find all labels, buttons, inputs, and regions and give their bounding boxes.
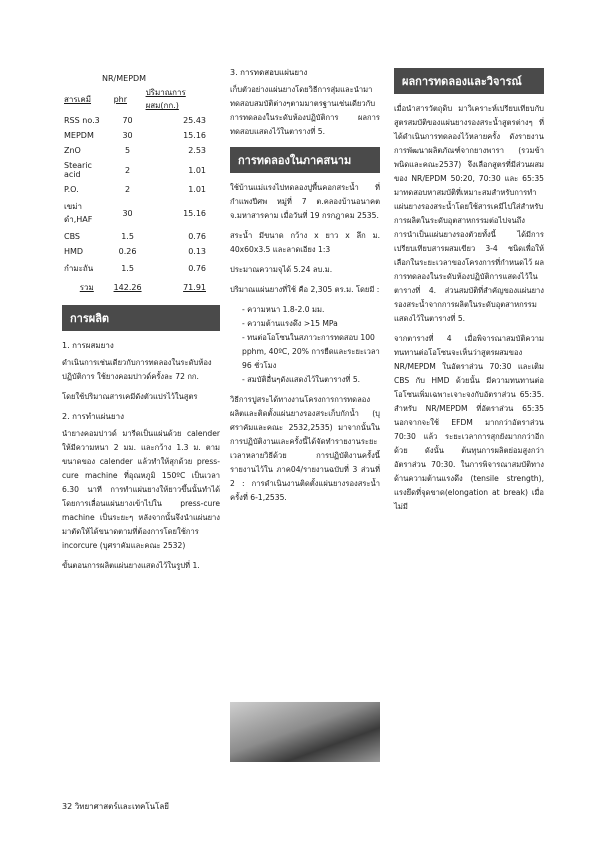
- table-cell: HMD: [64, 247, 84, 256]
- section-band-field-test: การทดลองในภาคสนาม: [230, 147, 380, 173]
- paragraph: เก็บตัวอย่างแผ่นยางโดยวิธีการสุ่มและนำมาทดสอบสมบัติต่างๆตามมาตรฐานเช่นเดียวกับการทดลองในระดับห้องปฏิบัติการ ผลการทดสอบแสดงไว้ในตารางที่ 5.: [230, 85, 380, 136]
- table-cell: 2.53: [188, 146, 206, 155]
- table-cell: 1.01: [188, 185, 206, 194]
- subsection-heading: 2. การทำแผ่นยาง: [62, 412, 124, 421]
- table-cell: 25.43: [183, 116, 206, 125]
- table-header-row: [62, 85, 220, 113]
- paragraph: ขั้นตอนการผลิตแผ่นยางแสดงไว้ในรูปที่ 1.: [62, 561, 200, 570]
- paragraph: ปริมาณแผ่นยางที่ใช้ คือ 2,305 ตร.ม. โดยมี :: [230, 285, 380, 294]
- paragraph: โดยใช้ปริมาณสารเคมีดังตัวแปรไว้ในสูตร: [62, 392, 198, 401]
- table-cell: 142.26: [113, 283, 142, 292]
- table-header: ปริมาณการ ผสม(กก.): [145, 88, 186, 110]
- spec-list: [230, 303, 380, 387]
- table-cell: Stearic acid: [64, 161, 92, 179]
- list-item: - ความต้านแรงดึง >15 MPa: [242, 317, 380, 331]
- table-row: [62, 128, 220, 143]
- table-cell: 1.01: [188, 165, 206, 175]
- table-cell: RSS no.3: [64, 116, 100, 125]
- table-cell: 5: [125, 146, 131, 155]
- paragraph: สระน้ำ มีขนาด กว้าง x ยาว x ลึก ม. 40x60x3.5 และลาดเอียง 1:3: [230, 231, 380, 254]
- column-middle: [230, 60, 380, 511]
- table-cell: 2: [125, 165, 131, 175]
- table-row: [62, 244, 220, 259]
- table-cell: 0.26: [118, 247, 137, 256]
- list-item: - ความหนา 1.8-2.0 มม.: [242, 303, 380, 317]
- table-cell: 30: [122, 208, 133, 218]
- table-cell: ZnO: [64, 146, 81, 155]
- list-item: - ทนต่อโอโซนในสภาวะการทดสอบ 100 pphm, 40ºC, 20% การยืดและระยะเวลา 96 ชั่วโมง: [242, 331, 380, 373]
- table-cell: 1.5: [121, 232, 134, 241]
- table-cell: 15.16: [183, 131, 206, 140]
- table-total-row: [62, 278, 220, 297]
- table-cell: 1.5: [121, 264, 134, 273]
- table-cell: 0.76: [188, 264, 206, 273]
- table-row: [62, 229, 220, 244]
- table-row: [62, 158, 220, 182]
- paragraph: ดำเนินการเช่นเดียวกับการทดลองในระดับห้องปฏิบัติการ ใช้ยางคอมปาวด์ครั้งละ 72 กก.: [62, 358, 212, 381]
- table-cell: 2: [125, 185, 131, 194]
- table-cell: กำมะถัน: [64, 264, 94, 273]
- table-cell: 71.91: [183, 283, 206, 292]
- table-caption: NR/MEPDM: [102, 74, 147, 83]
- column-left: [62, 60, 220, 579]
- subsection-heading: 1. การผสมยาง: [62, 341, 114, 350]
- paragraph: วิธีการปูสระได้ทางงานโครงการการทดลองผลิตและติดตั้งแผ่นยางรองสระเก็บกักน้ำ (บุศราคัมและคณะ 2532,2535) มาจากนั้นในการปฏิบัติงานและครั้งนี้ได้จัดทำรายงานระยะเวลาหลายวิธีด้วย การปฏิบัติงานครั้งนี้ รายงานไว้ใน ภาค04/รายงานฉบับที่ 3 ส่วนที่ 2 : การดำเนินงานติดตั้งแผ่นยางรองสระน้ำ ครั้งที่ 6-1,2535.: [230, 395, 380, 502]
- table-row: [62, 197, 220, 229]
- table-row: [62, 143, 220, 158]
- rubber-sheet-photo: [230, 702, 380, 762]
- column-right: [394, 60, 544, 520]
- table-header: phr: [113, 94, 127, 104]
- formula-table: [62, 74, 220, 297]
- table-row: [62, 113, 220, 128]
- table-cell: เขม่าดำ,HAF: [64, 202, 93, 224]
- table-cell: 30: [122, 131, 133, 140]
- table-cell: MEPDM: [64, 131, 94, 140]
- paragraph: จากตารางที่ 4 เมื่อพิจารณาสมบัติความทนทานต่อโอโซนจะเห็นว่าสูตรผสมของ NR/MEPDM ในอัตราส่วน 70:30 และเติม CBS กับ HMD ด้วยนั้น มีความทนทานต่อโอโซนเพิ่มเฉพาะเจาะจงกับอัตราส่วน 65:35. สำหรับ NR/MEPDM ที่อัตราส่วน 65:35 นอกจากจะใช้ EFDM มากกว่าอัตราส่วน 70:30 แล้ว ระยะเวลาการสุกยังมากกว่าอีกด้วย ดังนั้น ต้นทุนการผลิตย่อมสูงกว่าอัตราส่วน 70:30. ในการพิจารณาสมบัติทางด้านความต้านแรงดึง (tensile strength), แรงยึดที่จุดขาด(elongation at break) เมื่อไม่มี: [394, 334, 544, 511]
- table-cell: 15.16: [183, 208, 206, 218]
- table-row: [62, 259, 220, 278]
- page-footer: 32 วิทยาศาสตร์และเทคโนโลยี: [62, 802, 169, 811]
- table-cell: 0.76: [188, 232, 206, 241]
- paragraph: นำยางคอมปาวด์ มารีดเป็นแผ่นด้วย calender ให้มีความหนา 2 มม. และกว้าง 1.3 ม. ตามขนาดของ calender แล้วทำให้สุกด้วย press-cure machine ที่อุณหภูมิ 150ºC เป็นเวลา 6.30 นาที การทำแผ่นยางให้ยาวขึ้นนั้นทำได้โดยการเลื่อนแผ่นยางเข้าไปใน press-cure machine เป็นระยะๆ หลังจากนั้นจึงนำแผ่นยางมาตัดให้ได้ขนาดตามที่ต้องการโดยใช้การ incorcure (บุศราคัมและคณะ 2532): [62, 429, 220, 550]
- paragraph: เมื่อนำสารวัตถุดิบ มาวิเคราะห์เปรียบเทียบกับ สูตรสมบัติของแผ่นยางรองสระน้ำสูตรต่างๆ ที่ได้ดำเนินการทดลองไว้หลายครั้ง ดังรายงานการพัฒนาผลิตภัณฑ์จากยางพารา (รวมข้าพนิดและคณะ2537) จึงเลือกสูตรที่มีส่วนผสมของ NR/EPDM 50:20, 70:30 และ 65:35 มาทดสอบหาสมบัติที่เหมาะสมสำหรับการทำแผ่นยางรองสระน้ำโดยใช้สารเคมีไปใส่สำหรับการผลิตในระดับอุตสาหกรรมต่อไปจนถึงการนำเป็นแผ่นยางรองตัวยทั้งนี้ ได้มีการเปรียบเทียบสารผสมเขียว 3-4 ชนิดเพื่อให้เลือกในระยะเวลาของโครงการที่กำหนดไว้ ผลการทดลองในระดับห้องปฏิบัติการแสดงไว้ในตารางที่ 4. ส่วนสมบัติที่สำคัญของแผ่นยางรองสระน้ำจากการผลิตในระดับอุตสาหกรรมแสดงไว้ในตารางที่ 5.: [394, 104, 544, 323]
- section-band-results: ผลการทดลองและวิจารณ์: [394, 68, 544, 94]
- paragraph: ประมาณความจุได้ 5.24 ลบ.ม.: [230, 265, 333, 274]
- list-item: - สมบัติอื่นๆดังแสดงไว้ในตารางที่ 5.: [242, 373, 380, 387]
- paragraph: ใช้บ้านแม่แรงไปทดลองปูพื้นคอกสระน้ำ ที่กำแพงปีศพ หมู่ที่ 7 ต.คลองบ้านอนาคต จ.มหาสารคาม เมื่อวันที่ 19 กรกฎาคม 2535.: [230, 183, 380, 220]
- table-cell: 70: [122, 116, 133, 125]
- table-cell: รวม: [79, 283, 94, 292]
- table-row: [62, 182, 220, 197]
- table-cell: 0.13: [188, 247, 206, 256]
- table-header: สารเคมี: [64, 94, 92, 104]
- subsection-heading: 3. การทดสอบแผ่นยาง: [230, 68, 308, 77]
- section-band-production: การผลิต: [62, 305, 220, 331]
- table-cell: P.O.: [64, 185, 79, 194]
- table-cell: CBS: [64, 232, 81, 241]
